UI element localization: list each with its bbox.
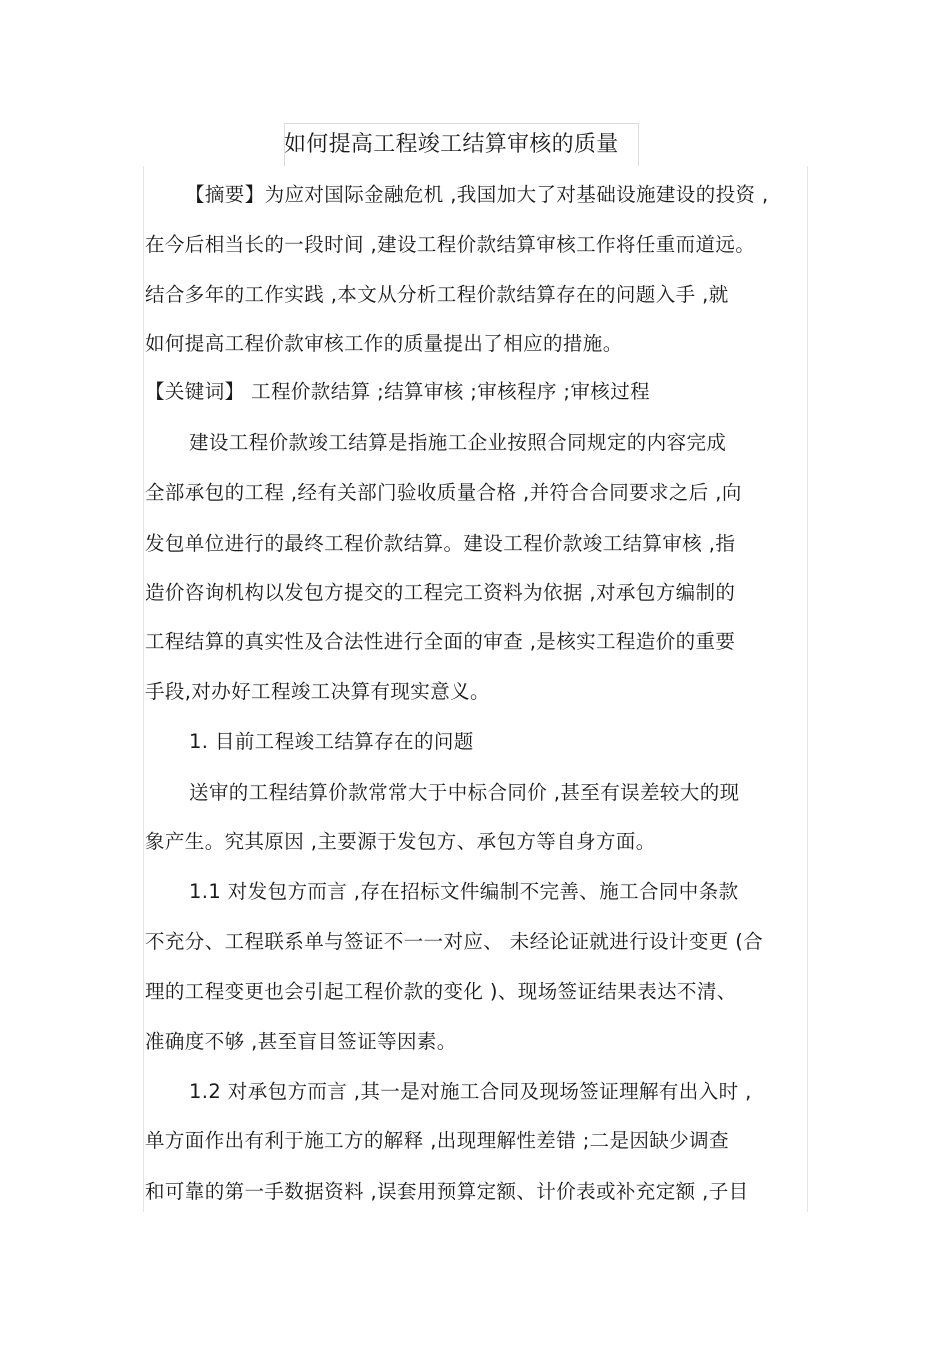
body-line-18: 准确度不够 ,甚至盲目签证等因素。 (145, 1030, 457, 1053)
body-line-15: 1.1 对发包方而言 ,存在招标文件编制不完善、施工合同中条款 (189, 880, 739, 903)
body-line-6: 建设工程价款竣工结算是指施工企业按照合同规定的内容完成 (189, 431, 727, 454)
body-line-20: 单方面作出有利于施工方的解释 ,出现理解性差错 ;二是因缺少调查 (145, 1129, 729, 1152)
body-line-16: 不充分、工程联系单与签证不一一对应、 未经论证就进行设计变更 (合 (145, 930, 764, 953)
body-line-13: 送审的工程结算价款常常大于中标合同价 ,甚至有误差较大的现 (189, 781, 740, 804)
body-line-14: 象产生。究其原因 ,主要源于发包方、承包方等自身方面。 (145, 830, 656, 853)
body-line-17: 理的工程变更也会引起工程价款的变化 )、现场签证结果表达不清、 (145, 980, 737, 1003)
body-line-10: 工程结算的真实性及合法性进行全面的审查 ,是核实工程造价的重要 (145, 630, 736, 653)
body-line-8: 发包单位进行的最终工程价款结算。建设工程价款竣工结算审核 ,指 (145, 532, 736, 555)
body-line-1: 【摘要】为应对国际金融危机 ,我国加大了对基础设施建设的投资 , (185, 183, 769, 206)
body-line-2: 在今后相当长的一段时间 ,建设工程价款结算审核工作将任重而道远。 (145, 233, 756, 256)
body-line-21: 和可靠的第一手数据资料 ,误套用预算定额、计价表或补充定额 ,子目 (145, 1180, 749, 1203)
body-line-9: 造价咨询机构以发包方提交的工程完工资料为依据 ,对承包方编制的 (145, 581, 736, 604)
body-line-4: 如何提高工程价款审核工作的质量提出了相应的措施。 (145, 332, 623, 355)
body-line-11: 手段,对办好工程竣工决算有现实意义。 (145, 680, 490, 703)
body-line-7: 全部承包的工程 ,经有关部门验收质量合格 ,并符合合同要求之后 ,向 (145, 481, 742, 504)
body-line-19: 1.2 对承包方而言 ,其一是对施工合同及现场签证理解有出入时 , (189, 1080, 752, 1103)
document-title: 如何提高工程竣工结算审核的质量 (284, 132, 619, 157)
body-line-3: 结合多年的工作实践 ,本文从分析工程价款结算存在的问题入手 ,就 (145, 283, 729, 306)
body-line-5: 【关键词】 工程价款结算 ;结算审核 ;审核程序 ;审核过程 (145, 380, 651, 403)
body-line-12: 1. 目前工程竣工结算存在的问题 (189, 730, 474, 753)
